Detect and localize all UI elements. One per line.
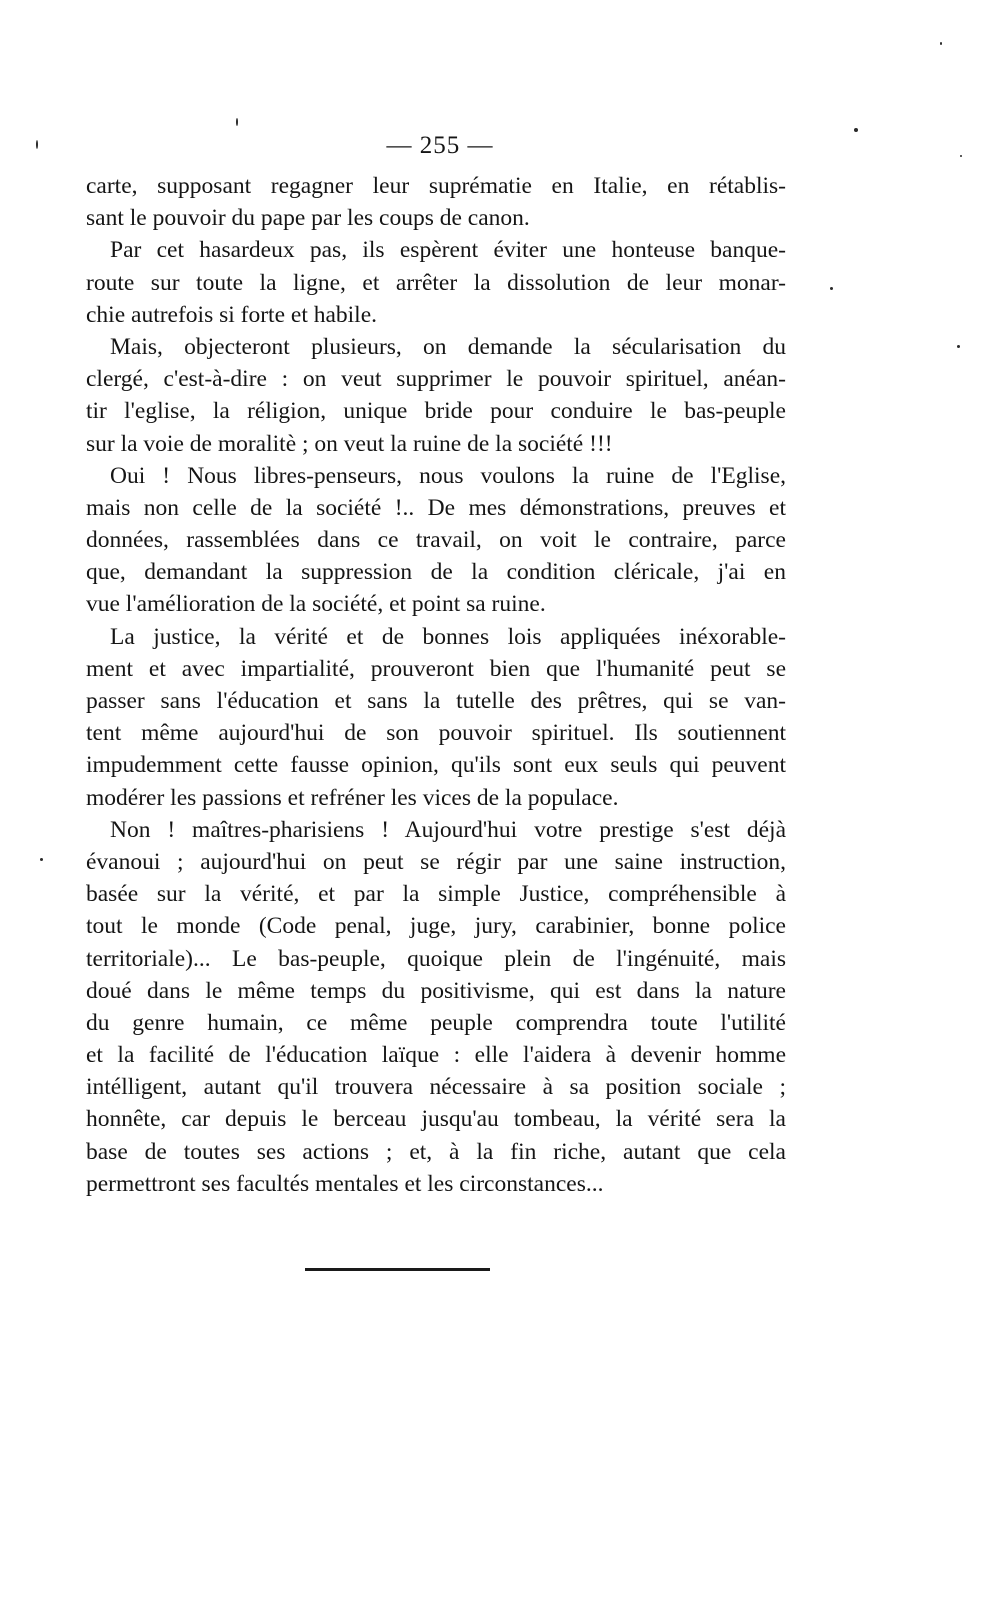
text-line: ment et avec impartialité, prouveront bien que l'humanité peut se	[86, 655, 786, 682]
text-line: La justice, la vérité et de bonnes lois appliquées inéxorable-	[110, 623, 786, 650]
scan-speck	[957, 345, 960, 348]
scan-speck	[40, 858, 43, 861]
text-line: territoriale)... Le bas-peuple, quoique plein de l'ingénuité, mais	[86, 945, 786, 972]
text-line: tout le monde (Code penal, juge, jury, carabinier, bonne police	[86, 913, 786, 940]
scan-speck	[854, 128, 858, 132]
text-line: Mais, objecteront plusieurs, on demande la sécularisation du	[110, 333, 786, 360]
text-line: tir l'eglise, la réligion, unique bride pour conduire le bas-peuple	[86, 398, 786, 425]
text-line: doué dans le même temps du positivisme, qui est dans la nature	[86, 977, 786, 1004]
end-rule	[305, 1268, 490, 1271]
text-line: que, demandant la suppression de la condition cléricale, j'ai en	[86, 559, 786, 586]
text-line: et la facilité de l'éducation laïque : elle l'aidera à devenir homme	[86, 1042, 786, 1069]
text-line: carte, supposant regagner leur suprématie en Italie, en rétablis-	[86, 173, 786, 199]
text-line: modérer les passions et refréner les vices de la populace.	[86, 784, 619, 811]
scan-speck	[36, 140, 38, 149]
scan-speck	[940, 42, 942, 45]
text-line: honnête, car depuis le berceau jusqu'au tombeau, la vérité sera la	[86, 1106, 786, 1133]
scan-speck	[236, 118, 238, 126]
text-line: chie autrefois si forte et habile.	[86, 301, 378, 328]
text-line: impudemment cette fausse opinion, qu'ils sont eux seuls qui peuvent	[86, 752, 786, 779]
text-line: Par cet hasardeux pas, ils espèrent éviter une honteuse banque-	[110, 237, 786, 264]
text-line: permettront ses facultés mentales et les circonstances...	[86, 1170, 604, 1197]
text-line: Oui ! Nous libres-penseurs, nous voulons la ruine de l'Eglise,	[110, 462, 786, 489]
text-line: passer sans l'éducation et sans la tutelle des prêtres, qui se van-	[86, 688, 786, 714]
text-line: évanoui ; aujourd'hui on peut se régir par une saine instruction,	[86, 848, 786, 875]
text-line: mais non celle de la société !.. De mes démonstrations, preuves et	[86, 494, 786, 521]
scan-speck	[830, 287, 833, 290]
text-line: basée sur la vérité, et par la simple Justice, compréhensible à	[86, 881, 786, 908]
scan-speck	[960, 155, 962, 157]
text-line: route sur toute la ligne, et arrêter la dissolution de leur monar-	[86, 269, 786, 296]
text-line: vue l'amélioration de la société, et point sa ruine.	[86, 591, 546, 618]
text-line: intélligent, autant qu'il trouvera nécessaire à sa position sociale ;	[86, 1074, 786, 1101]
page-number: — 255 —	[386, 132, 494, 159]
text-line: données, rassemblées dans ce travail, on voit le contraire, parce	[86, 527, 786, 554]
text-line: sant le pouvoir du pape par les coups de canon.	[86, 205, 530, 232]
text-line: base de toutes ses actions ; et, à la fin riche, autant que cela	[86, 1138, 786, 1165]
text-line: clergé, c'est-à-dire : on veut supprimer le pouvoir spirituel, anéan-	[86, 366, 786, 393]
body-text	[86, 170, 786, 1200]
text-line: Non ! maîtres-pharisiens ! Aujourd'hui votre prestige s'est déjà	[110, 816, 786, 843]
text-line: du genre humain, ce même peuple comprendra toute l'utilité	[86, 1009, 786, 1036]
text-line: tent même aujourd'hui de son pouvoir spirituel. Ils soutiennent	[86, 720, 786, 747]
text-line: sur la voie de moralitè ; on veut la ruine de la société !!!	[86, 430, 613, 457]
